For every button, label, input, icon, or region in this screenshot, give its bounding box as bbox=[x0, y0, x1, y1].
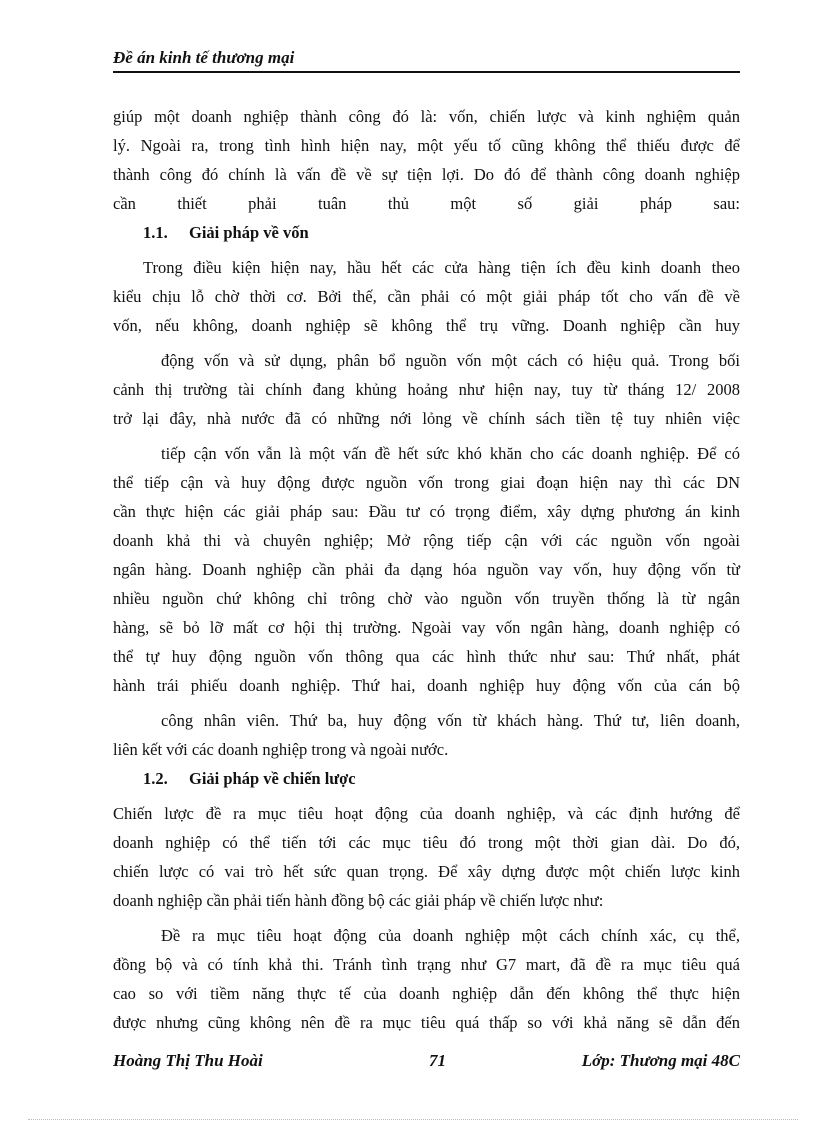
page-edge-divider bbox=[28, 1119, 798, 1120]
section-heading-1-1 bbox=[113, 218, 740, 247]
text-line: cảnh thị trường tài chính đang khủng hoảng như hiện nay, tuy từ tháng 12/ 2008 bbox=[113, 380, 740, 399]
text-line: chiến lược có vai trò hết sức quan trọng. Để xây dựng được một chiến lược kinh bbox=[113, 862, 740, 881]
text-line: động vốn và sử dụng, phân bổ nguồn vốn một cách có hiệu quả. Trong bối bbox=[161, 351, 740, 370]
section-title: Giải pháp về chiến lược bbox=[189, 769, 356, 788]
section-number: 1.2. bbox=[143, 769, 168, 788]
text-line: cần thực hiện các giải pháp sau: Đầu tư có trọng điểm, xây dựng phương án kinh bbox=[113, 502, 740, 521]
text-line: kiểu chịu lỗ chờ thời cơ. Bởi thế, cần phải có một giải pháp tốt cho vấn đề về bbox=[113, 287, 740, 306]
page-header bbox=[113, 46, 740, 70]
text-line: thành công đó chính là vấn đề về sự tiện lợi. Do đó để thành công doanh nghiệp bbox=[113, 165, 740, 184]
text-line: giúp một doanh nghiệp thành công đó là: vốn, chiến lược và kinh nghiệm quản bbox=[113, 107, 740, 126]
text-line: cần thiết phải tuân thủ một số giải pháp sau: bbox=[113, 194, 740, 213]
section-number: 1.1. bbox=[143, 223, 168, 242]
text-line: công nhân viên. Thứ ba, huy động vốn từ khách hàng. Thứ tư, liên doanh, bbox=[161, 711, 740, 730]
text-line: trở lại đây, nhà nước đã có những nới lỏng về chính sách tiền tệ tuy nhiên việc bbox=[113, 409, 740, 428]
text-line: thể tiếp cận và huy động được nguồn vốn trong giai đoạn hiện nay thì các DN bbox=[113, 473, 740, 492]
page-number: 71 bbox=[429, 1051, 446, 1070]
text-line: ngân hàng. Doanh nghiệp cần phải đa dạng hóa nguồn vay vốn, huy động vốn từ bbox=[113, 560, 740, 579]
footer-class: Lớp: Thương mại 48C bbox=[581, 1051, 740, 1070]
text-line: thể tự huy động nguồn vốn thông qua các hình thức như sau: Thứ nhất, phát bbox=[113, 647, 740, 666]
footer-author: Hoàng Thị Thu Hoài bbox=[113, 1051, 263, 1070]
text-line: doanh nghiệp có thể tiến tới các mục tiêu đó trong một thời gian dài. Do đó, bbox=[113, 833, 740, 852]
text-line: liên kết với các doanh nghiệp trong và ngoài nước. bbox=[113, 740, 449, 759]
text-line: Chiến lược đề ra mục tiêu hoạt động của doanh nghiệp, và các định hướng để bbox=[113, 804, 740, 823]
page-footer bbox=[113, 1049, 740, 1073]
text-line: được nhưng cũng không nên đề ra mục tiêu quá thấp so với khả năng sẽ dẫn đến bbox=[113, 1013, 740, 1032]
text-line: doanh khả thi và chuyên nghiệp; Mở rộng tiếp cận với các nguồn vốn ngoài bbox=[113, 531, 740, 550]
body-text bbox=[113, 102, 740, 1037]
section-title: Giải pháp về vốn bbox=[189, 223, 309, 242]
text-line: vốn, nếu không, doanh nghiệp sẽ không thể trụ vững. Doanh nghiệp cần huy bbox=[113, 316, 740, 335]
header-title: Đề án kinh tế thương mại bbox=[113, 48, 295, 67]
text-line: lý. Ngoài ra, trong tình hình hiện nay, một yếu tố cũng không thể thiếu được để bbox=[113, 136, 740, 155]
text-line: đồng bộ và có tính khả thi. Tránh tình trạng như G7 mart, đã đề ra mục tiêu quá bbox=[113, 955, 740, 974]
header-rule bbox=[113, 71, 740, 73]
text-line: doanh nghiệp cần phải tiến hành đồng bộ các giải pháp về chiến lược như: bbox=[113, 891, 604, 910]
text-line: nhiều nguồn chứ không chỉ trông chờ vào nguồn vốn truyền thống là từ ngân bbox=[113, 589, 740, 608]
text-line: cao so với tiềm năng thực tế của doanh nghiệp dẫn đến không thể thực hiện bbox=[113, 984, 740, 1003]
text-line: hành trái phiếu doanh nghiệp. Thứ hai, doanh nghiệp huy động vốn của cán bộ bbox=[113, 676, 740, 695]
text-line: hàng, sẽ bỏ lỡ mất cơ hội thị trường. Ngoài vay vốn ngân hàng, doanh nghiệp có bbox=[113, 618, 740, 637]
text-line: Trong điều kiện hiện nay, hầu hết các cửa hàng tiện ích đều kinh doanh theo bbox=[143, 258, 740, 277]
text-line: Đề ra mục tiêu hoạt động của doanh nghiệp một cách chính xác, cụ thể, bbox=[161, 926, 740, 945]
section-heading-1-2 bbox=[113, 764, 740, 793]
text-line: tiếp cận vốn vẫn là một vấn đề hết sức khó khăn cho các doanh nghiệp. Để có bbox=[161, 444, 740, 463]
